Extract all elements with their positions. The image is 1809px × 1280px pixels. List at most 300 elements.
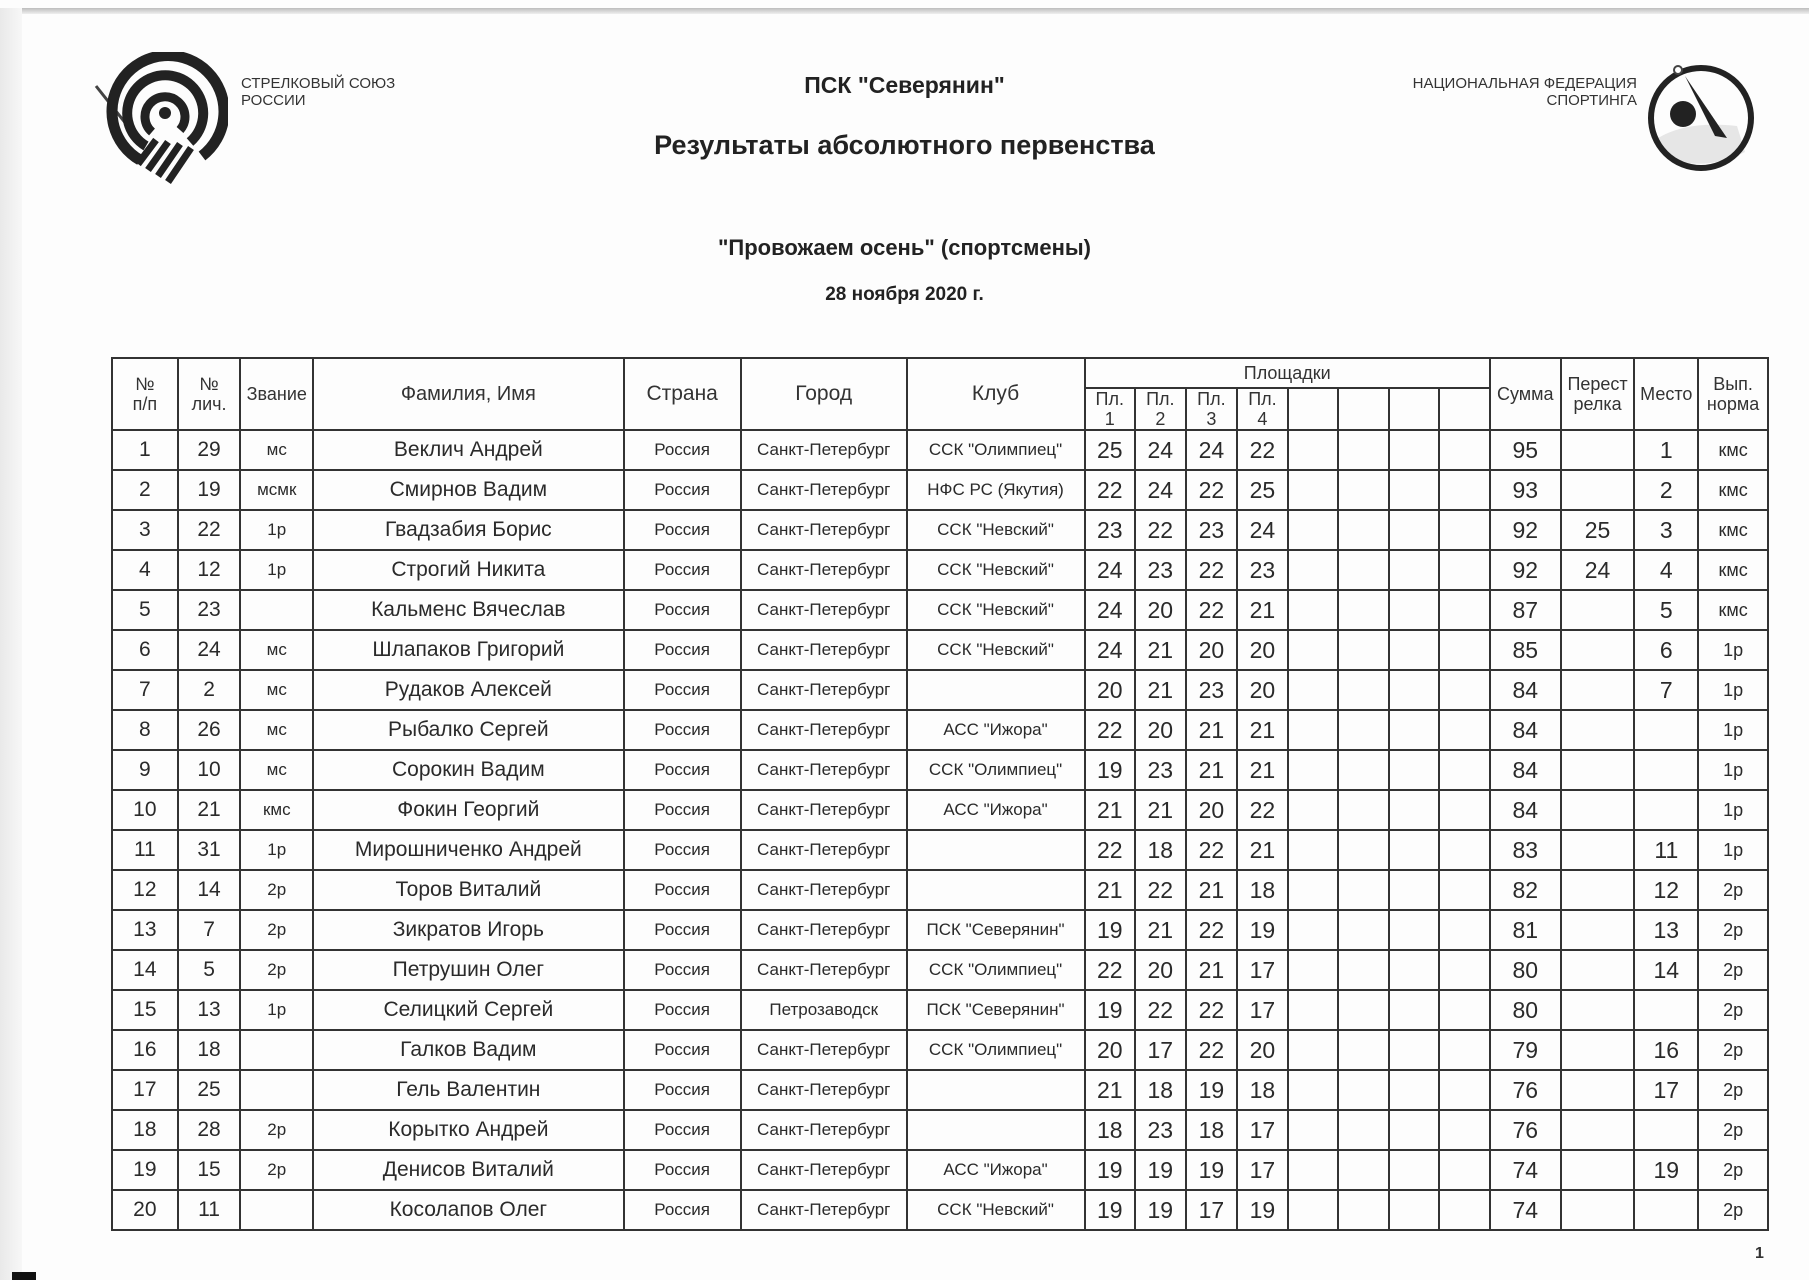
col-header-area2 bbox=[1135, 388, 1186, 430]
table-row bbox=[112, 1190, 1768, 1230]
cell-s3: 21 bbox=[1186, 710, 1238, 750]
cell-total: 84 bbox=[1490, 790, 1561, 830]
cell-country: Россия bbox=[624, 750, 741, 790]
cell-n: 18 bbox=[112, 1110, 178, 1150]
cell-rank: 1р bbox=[240, 510, 313, 550]
cell-total: 76 bbox=[1490, 1110, 1561, 1150]
cell-club: ССК "Невский" bbox=[907, 630, 1085, 670]
cell-n: 4 bbox=[112, 550, 178, 590]
cell-empty-area bbox=[1439, 1070, 1490, 1110]
cell-name: Селицкий Сергей bbox=[313, 990, 623, 1030]
cell-empty-area bbox=[1338, 1190, 1389, 1230]
scan-mark bbox=[12, 1272, 36, 1280]
cell-rank: 2р bbox=[240, 910, 313, 950]
cell-place: 5 bbox=[1634, 590, 1698, 630]
cell-name: Сорокин Вадим bbox=[313, 750, 623, 790]
cell-place: 4 bbox=[1634, 550, 1698, 590]
cell-s1: 19 bbox=[1085, 1150, 1136, 1190]
cell-empty-area bbox=[1389, 550, 1440, 590]
cell-s2: 24 bbox=[1135, 470, 1186, 510]
cell-place: 16 bbox=[1634, 1030, 1698, 1070]
cell-empty-area bbox=[1389, 1190, 1440, 1230]
cell-empty-area bbox=[1288, 910, 1339, 950]
table-row bbox=[112, 510, 1768, 550]
main-title: Результаты абсолютного первенства bbox=[654, 130, 1155, 160]
cell-s1: 19 bbox=[1085, 910, 1136, 950]
results-body bbox=[112, 430, 1768, 1230]
cell-id: 10 bbox=[178, 750, 241, 790]
cell-shootoff bbox=[1561, 790, 1635, 830]
cell-n: 7 bbox=[112, 670, 178, 710]
cell-empty-area bbox=[1439, 830, 1490, 870]
cell-country: Россия bbox=[624, 1150, 741, 1190]
cell-empty-area bbox=[1288, 1110, 1339, 1150]
cell-empty-area bbox=[1338, 750, 1389, 790]
org-left-line1: СТРЕЛКОВЫЙ СОЮЗ bbox=[241, 75, 396, 92]
scan-edge-left bbox=[0, 8, 22, 1280]
cell-name: Петрушин Олег bbox=[313, 950, 623, 990]
cell-s2: 18 bbox=[1135, 830, 1186, 870]
cell-name: Торов Виталий bbox=[313, 870, 623, 910]
cell-s3: 22 bbox=[1186, 1030, 1238, 1070]
cell-empty-area bbox=[1338, 910, 1389, 950]
col-header-total: Сумма bbox=[1490, 358, 1561, 430]
col-header-name: Фамилия, Имя bbox=[313, 358, 623, 430]
cell-club bbox=[907, 870, 1085, 910]
cell-empty-area bbox=[1338, 990, 1389, 1030]
cell-city: Санкт-Петербург bbox=[741, 430, 907, 470]
cell-empty-area bbox=[1338, 710, 1389, 750]
cell-empty-area bbox=[1439, 950, 1490, 990]
cell-n: 13 bbox=[112, 910, 178, 950]
cell-empty-area bbox=[1288, 1190, 1339, 1230]
cell-shootoff bbox=[1561, 870, 1635, 910]
cell-total: 92 bbox=[1490, 550, 1561, 590]
cell-n: 6 bbox=[112, 630, 178, 670]
cell-s4: 18 bbox=[1237, 870, 1288, 910]
cell-empty-area bbox=[1439, 1190, 1490, 1230]
col-header-area8-empty bbox=[1439, 388, 1490, 430]
col-header-area6-empty bbox=[1338, 388, 1389, 430]
cell-city: Петрозаводск bbox=[741, 990, 907, 1030]
cell-name: Денисов Виталий bbox=[313, 1150, 623, 1190]
cell-place: 6 bbox=[1634, 630, 1698, 670]
cell-country: Россия bbox=[624, 710, 741, 750]
col-header-rank: Звание bbox=[240, 358, 313, 430]
cell-empty-area bbox=[1338, 670, 1389, 710]
col-header-area2-line1: Пл. bbox=[1146, 389, 1175, 409]
cell-empty-area bbox=[1288, 950, 1339, 990]
cell-empty-area bbox=[1288, 1150, 1339, 1190]
table-row bbox=[112, 990, 1768, 1030]
cell-city: Санкт-Петербург bbox=[741, 1110, 907, 1150]
cell-s2: 21 bbox=[1135, 670, 1186, 710]
cell-s3: 17 bbox=[1186, 1190, 1238, 1230]
cell-empty-area bbox=[1288, 590, 1339, 630]
cell-club: ССК "Невский" bbox=[907, 510, 1085, 550]
cell-name: Рудаков Алексей bbox=[313, 670, 623, 710]
col-header-area3 bbox=[1186, 388, 1238, 430]
cell-s3: 24 bbox=[1186, 430, 1238, 470]
cell-empty-area bbox=[1338, 950, 1389, 990]
col-header-shootoff bbox=[1561, 358, 1635, 430]
col-header-area2-line2: 2 bbox=[1155, 409, 1166, 429]
scan-edge-top bbox=[20, 8, 1809, 14]
cell-shootoff bbox=[1561, 990, 1635, 1030]
table-row bbox=[112, 870, 1768, 910]
table-row bbox=[112, 590, 1768, 630]
cell-empty-area bbox=[1389, 910, 1440, 950]
cell-empty-area bbox=[1439, 990, 1490, 1030]
cell-empty-area bbox=[1338, 790, 1389, 830]
cell-empty-area bbox=[1389, 790, 1440, 830]
cell-rank: 1р bbox=[240, 830, 313, 870]
cell-empty-area bbox=[1389, 470, 1440, 510]
cell-total: 80 bbox=[1490, 950, 1561, 990]
cell-s1: 19 bbox=[1085, 1190, 1136, 1230]
col-header-area5-empty bbox=[1288, 388, 1339, 430]
cell-country: Россия bbox=[624, 470, 741, 510]
cell-empty-area bbox=[1288, 510, 1339, 550]
cell-n: 5 bbox=[112, 590, 178, 630]
cell-empty-area bbox=[1389, 430, 1440, 470]
cell-norm: 2р bbox=[1698, 910, 1768, 950]
cell-name: Мирошниченко Андрей bbox=[313, 830, 623, 870]
cell-empty-area bbox=[1439, 1110, 1490, 1150]
cell-n: 10 bbox=[112, 790, 178, 830]
cell-rank: 2р bbox=[240, 870, 313, 910]
cell-rank: 2р bbox=[240, 1150, 313, 1190]
cell-s2: 22 bbox=[1135, 870, 1186, 910]
cell-empty-area bbox=[1439, 870, 1490, 910]
cell-s1: 22 bbox=[1085, 470, 1136, 510]
table-row bbox=[112, 470, 1768, 510]
cell-empty-area bbox=[1288, 470, 1339, 510]
cell-rank bbox=[240, 1070, 313, 1110]
cell-city: Санкт-Петербург bbox=[741, 1190, 907, 1230]
cell-total: 74 bbox=[1490, 1150, 1561, 1190]
cell-s3: 23 bbox=[1186, 670, 1238, 710]
cell-s3: 20 bbox=[1186, 790, 1238, 830]
col-header-num-line1: № bbox=[135, 374, 155, 394]
cell-shootoff bbox=[1561, 830, 1635, 870]
cell-club: АСС "Ижора" bbox=[907, 710, 1085, 750]
cell-s3: 18 bbox=[1186, 1110, 1238, 1150]
cell-s3: 22 bbox=[1186, 590, 1238, 630]
cell-id: 11 bbox=[178, 1190, 241, 1230]
cell-s3: 21 bbox=[1186, 750, 1238, 790]
cell-s1: 25 bbox=[1085, 430, 1136, 470]
cell-s4: 19 bbox=[1237, 910, 1288, 950]
org-right-line2: СПОРТИНГА bbox=[1546, 92, 1637, 109]
cell-s4: 22 bbox=[1237, 790, 1288, 830]
cell-name: Корытко Андрей bbox=[313, 1110, 623, 1150]
table-row bbox=[112, 910, 1768, 950]
cell-name: Зикратов Игорь bbox=[313, 910, 623, 950]
cell-s4: 25 bbox=[1237, 470, 1288, 510]
cell-s2: 24 bbox=[1135, 430, 1186, 470]
col-header-city: Город bbox=[741, 358, 907, 430]
col-header-shootoff-line2: релка bbox=[1573, 394, 1622, 414]
cell-s1: 21 bbox=[1085, 1070, 1136, 1110]
cell-id: 13 bbox=[178, 990, 241, 1030]
cell-empty-area bbox=[1338, 630, 1389, 670]
cell-city: Санкт-Петербург bbox=[741, 790, 907, 830]
cell-name: Веклич Андрей bbox=[313, 430, 623, 470]
cell-norm: 1р bbox=[1698, 830, 1768, 870]
cell-s4: 24 bbox=[1237, 510, 1288, 550]
cell-empty-area bbox=[1288, 550, 1339, 590]
col-header-id bbox=[178, 358, 241, 430]
cell-place bbox=[1634, 710, 1698, 750]
cell-place: 2 bbox=[1634, 470, 1698, 510]
org-right-line1: НАЦИОНАЛЬНАЯ ФЕДЕРАЦИЯ bbox=[1412, 75, 1637, 92]
cell-empty-area bbox=[1439, 790, 1490, 830]
cell-s4: 23 bbox=[1237, 550, 1288, 590]
cell-total: 82 bbox=[1490, 870, 1561, 910]
cell-s1: 24 bbox=[1085, 630, 1136, 670]
cell-s4: 18 bbox=[1237, 1070, 1288, 1110]
cell-total: 95 bbox=[1490, 430, 1561, 470]
cell-empty-area bbox=[1288, 870, 1339, 910]
cell-country: Россия bbox=[624, 630, 741, 670]
cell-s1: 20 bbox=[1085, 1030, 1136, 1070]
cell-n: 16 bbox=[112, 1030, 178, 1070]
col-header-norm-line2: норма bbox=[1706, 394, 1760, 414]
cell-city: Санкт-Петербург bbox=[741, 510, 907, 550]
cell-s2: 21 bbox=[1135, 790, 1186, 830]
cell-id: 19 bbox=[178, 470, 241, 510]
cell-s3: 19 bbox=[1186, 1070, 1238, 1110]
cell-country: Россия bbox=[624, 1190, 741, 1230]
cell-rank: кмс bbox=[240, 790, 313, 830]
cell-empty-area bbox=[1288, 630, 1339, 670]
col-header-num bbox=[112, 358, 178, 430]
table-row bbox=[112, 750, 1768, 790]
cell-s4: 17 bbox=[1237, 950, 1288, 990]
cell-empty-area bbox=[1439, 910, 1490, 950]
cell-id: 5 bbox=[178, 950, 241, 990]
table-header-row bbox=[112, 358, 1768, 388]
cell-empty-area bbox=[1338, 1030, 1389, 1070]
cell-place bbox=[1634, 790, 1698, 830]
cell-name: Рыбалко Сергей bbox=[313, 710, 623, 750]
cell-total: 84 bbox=[1490, 670, 1561, 710]
cell-norm: 1р bbox=[1698, 630, 1768, 670]
cell-s3: 22 bbox=[1186, 470, 1238, 510]
cell-rank: мс bbox=[240, 430, 313, 470]
table-row bbox=[112, 1030, 1768, 1070]
cell-shootoff bbox=[1561, 1150, 1635, 1190]
cell-s4: 17 bbox=[1237, 1110, 1288, 1150]
cell-norm: 2р bbox=[1698, 1110, 1768, 1150]
cell-s3: 21 bbox=[1186, 950, 1238, 990]
cell-place: 17 bbox=[1634, 1070, 1698, 1110]
cell-id: 26 bbox=[178, 710, 241, 750]
cell-country: Россия bbox=[624, 1070, 741, 1110]
cell-norm: 1р bbox=[1698, 750, 1768, 790]
cell-s2: 23 bbox=[1135, 550, 1186, 590]
cell-s3: 19 bbox=[1186, 1150, 1238, 1190]
cell-total: 74 bbox=[1490, 1190, 1561, 1230]
cell-empty-area bbox=[1338, 470, 1389, 510]
table-row bbox=[112, 950, 1768, 990]
cell-club bbox=[907, 670, 1085, 710]
cell-s4: 17 bbox=[1237, 990, 1288, 1030]
cell-s4: 21 bbox=[1237, 590, 1288, 630]
cell-rank: мсмк bbox=[240, 470, 313, 510]
cell-s2: 19 bbox=[1135, 1190, 1186, 1230]
cell-norm: 1р bbox=[1698, 670, 1768, 710]
cell-place: 14 bbox=[1634, 950, 1698, 990]
cell-s4: 17 bbox=[1237, 1150, 1288, 1190]
cell-empty-area bbox=[1389, 1030, 1440, 1070]
cell-n: 17 bbox=[112, 1070, 178, 1110]
cell-shootoff bbox=[1561, 710, 1635, 750]
cell-s1: 24 bbox=[1085, 550, 1136, 590]
cell-norm: 2р bbox=[1698, 950, 1768, 990]
cell-club: ССК "Олимпиец" bbox=[907, 750, 1085, 790]
cell-city: Санкт-Петербург bbox=[741, 1070, 907, 1110]
cell-empty-area bbox=[1288, 1030, 1339, 1070]
cell-shootoff bbox=[1561, 910, 1635, 950]
cell-s2: 22 bbox=[1135, 510, 1186, 550]
cell-id: 24 bbox=[178, 630, 241, 670]
cell-country: Россия bbox=[624, 790, 741, 830]
cell-name: Кальменс Вячеслав bbox=[313, 590, 623, 630]
cell-name: Гель Валентин bbox=[313, 1070, 623, 1110]
cell-empty-area bbox=[1338, 430, 1389, 470]
cell-shootoff bbox=[1561, 950, 1635, 990]
col-header-area3-line2: 3 bbox=[1206, 409, 1217, 429]
cell-city: Санкт-Петербург bbox=[741, 1150, 907, 1190]
cell-norm: 2р bbox=[1698, 1070, 1768, 1110]
cell-s4: 21 bbox=[1237, 710, 1288, 750]
cell-n: 12 bbox=[112, 870, 178, 910]
cell-empty-area bbox=[1288, 670, 1339, 710]
cell-total: 85 bbox=[1490, 630, 1561, 670]
cell-empty-area bbox=[1338, 590, 1389, 630]
cell-s2: 23 bbox=[1135, 750, 1186, 790]
cell-empty-area bbox=[1338, 870, 1389, 910]
cell-shootoff: 25 bbox=[1561, 510, 1635, 550]
cell-city: Санкт-Петербург bbox=[741, 470, 907, 510]
cell-club bbox=[907, 830, 1085, 870]
cell-total: 80 bbox=[1490, 990, 1561, 1030]
cell-place: 13 bbox=[1634, 910, 1698, 950]
table-row bbox=[112, 550, 1768, 590]
cell-club: НФС РС (Якутия) bbox=[907, 470, 1085, 510]
cell-name: Фокин Георгий bbox=[313, 790, 623, 830]
cell-empty-area bbox=[1439, 590, 1490, 630]
cell-place: 7 bbox=[1634, 670, 1698, 710]
cell-shootoff bbox=[1561, 630, 1635, 670]
cell-n: 8 bbox=[112, 710, 178, 750]
cell-empty-area bbox=[1389, 950, 1440, 990]
cell-empty-area bbox=[1389, 590, 1440, 630]
cell-shootoff bbox=[1561, 430, 1635, 470]
cell-id: 28 bbox=[178, 1110, 241, 1150]
cell-norm: кмс bbox=[1698, 550, 1768, 590]
cell-s3: 22 bbox=[1186, 910, 1238, 950]
col-header-area1-line1: Пл. bbox=[1095, 389, 1124, 409]
col-header-area4-line2: 4 bbox=[1257, 409, 1268, 429]
cell-s4: 20 bbox=[1237, 670, 1288, 710]
cell-club: ССК "Олимпиец" bbox=[907, 430, 1085, 470]
cell-name: Косолапов Олег bbox=[313, 1190, 623, 1230]
cell-s2: 23 bbox=[1135, 1110, 1186, 1150]
cell-id: 22 bbox=[178, 510, 241, 550]
cell-norm: кмс bbox=[1698, 510, 1768, 550]
cell-empty-area bbox=[1439, 510, 1490, 550]
cell-country: Россия bbox=[624, 830, 741, 870]
col-header-areas: Площадки bbox=[1085, 358, 1490, 388]
cell-city: Санкт-Петербург bbox=[741, 910, 907, 950]
cell-city: Санкт-Петербург bbox=[741, 950, 907, 990]
cell-country: Россия bbox=[624, 950, 741, 990]
cell-empty-area bbox=[1288, 430, 1339, 470]
cell-id: 15 bbox=[178, 1150, 241, 1190]
cell-shootoff bbox=[1561, 1070, 1635, 1110]
results-table bbox=[111, 357, 1769, 1231]
table-row bbox=[112, 430, 1768, 470]
cell-empty-area bbox=[1439, 470, 1490, 510]
org-left-line2: РОССИИ bbox=[241, 92, 306, 109]
table-row bbox=[112, 630, 1768, 670]
cell-empty-area bbox=[1389, 510, 1440, 550]
cell-rank: 1р bbox=[240, 990, 313, 1030]
cell-city: Санкт-Петербург bbox=[741, 590, 907, 630]
cell-shootoff bbox=[1561, 750, 1635, 790]
cell-rank: мс bbox=[240, 670, 313, 710]
cell-shootoff bbox=[1561, 1110, 1635, 1150]
cell-place: 19 bbox=[1634, 1150, 1698, 1190]
cell-id: 31 bbox=[178, 830, 241, 870]
cell-s4: 20 bbox=[1237, 630, 1288, 670]
cell-country: Россия bbox=[624, 910, 741, 950]
cell-country: Россия bbox=[624, 990, 741, 1030]
cell-place bbox=[1634, 990, 1698, 1030]
cell-total: 76 bbox=[1490, 1070, 1561, 1110]
cell-country: Россия bbox=[624, 870, 741, 910]
cell-club: ПСК "Северянин" bbox=[907, 910, 1085, 950]
cell-n: 9 bbox=[112, 750, 178, 790]
cell-country: Россия bbox=[624, 550, 741, 590]
cell-norm: 2р bbox=[1698, 870, 1768, 910]
col-header-area7-empty bbox=[1389, 388, 1440, 430]
cell-norm: 1р bbox=[1698, 790, 1768, 830]
cell-n: 3 bbox=[112, 510, 178, 550]
col-header-id-line2: лич. bbox=[191, 394, 227, 414]
cell-norm: 2р bbox=[1698, 1150, 1768, 1190]
cell-club bbox=[907, 1110, 1085, 1150]
cell-empty-area bbox=[1338, 1150, 1389, 1190]
cell-empty-area bbox=[1288, 710, 1339, 750]
cell-city: Санкт-Петербург bbox=[741, 710, 907, 750]
cell-s3: 22 bbox=[1186, 990, 1238, 1030]
cell-city: Санкт-Петербург bbox=[741, 750, 907, 790]
cell-n: 20 bbox=[112, 1190, 178, 1230]
col-header-club: Клуб bbox=[907, 358, 1085, 430]
col-header-norm bbox=[1698, 358, 1768, 430]
cell-club: АСС "Ижора" bbox=[907, 1150, 1085, 1190]
cell-s2: 22 bbox=[1135, 990, 1186, 1030]
table-row bbox=[112, 1150, 1768, 1190]
cell-rank bbox=[240, 1190, 313, 1230]
table-row bbox=[112, 790, 1768, 830]
cell-rank: мс bbox=[240, 630, 313, 670]
cell-empty-area bbox=[1288, 1070, 1339, 1110]
